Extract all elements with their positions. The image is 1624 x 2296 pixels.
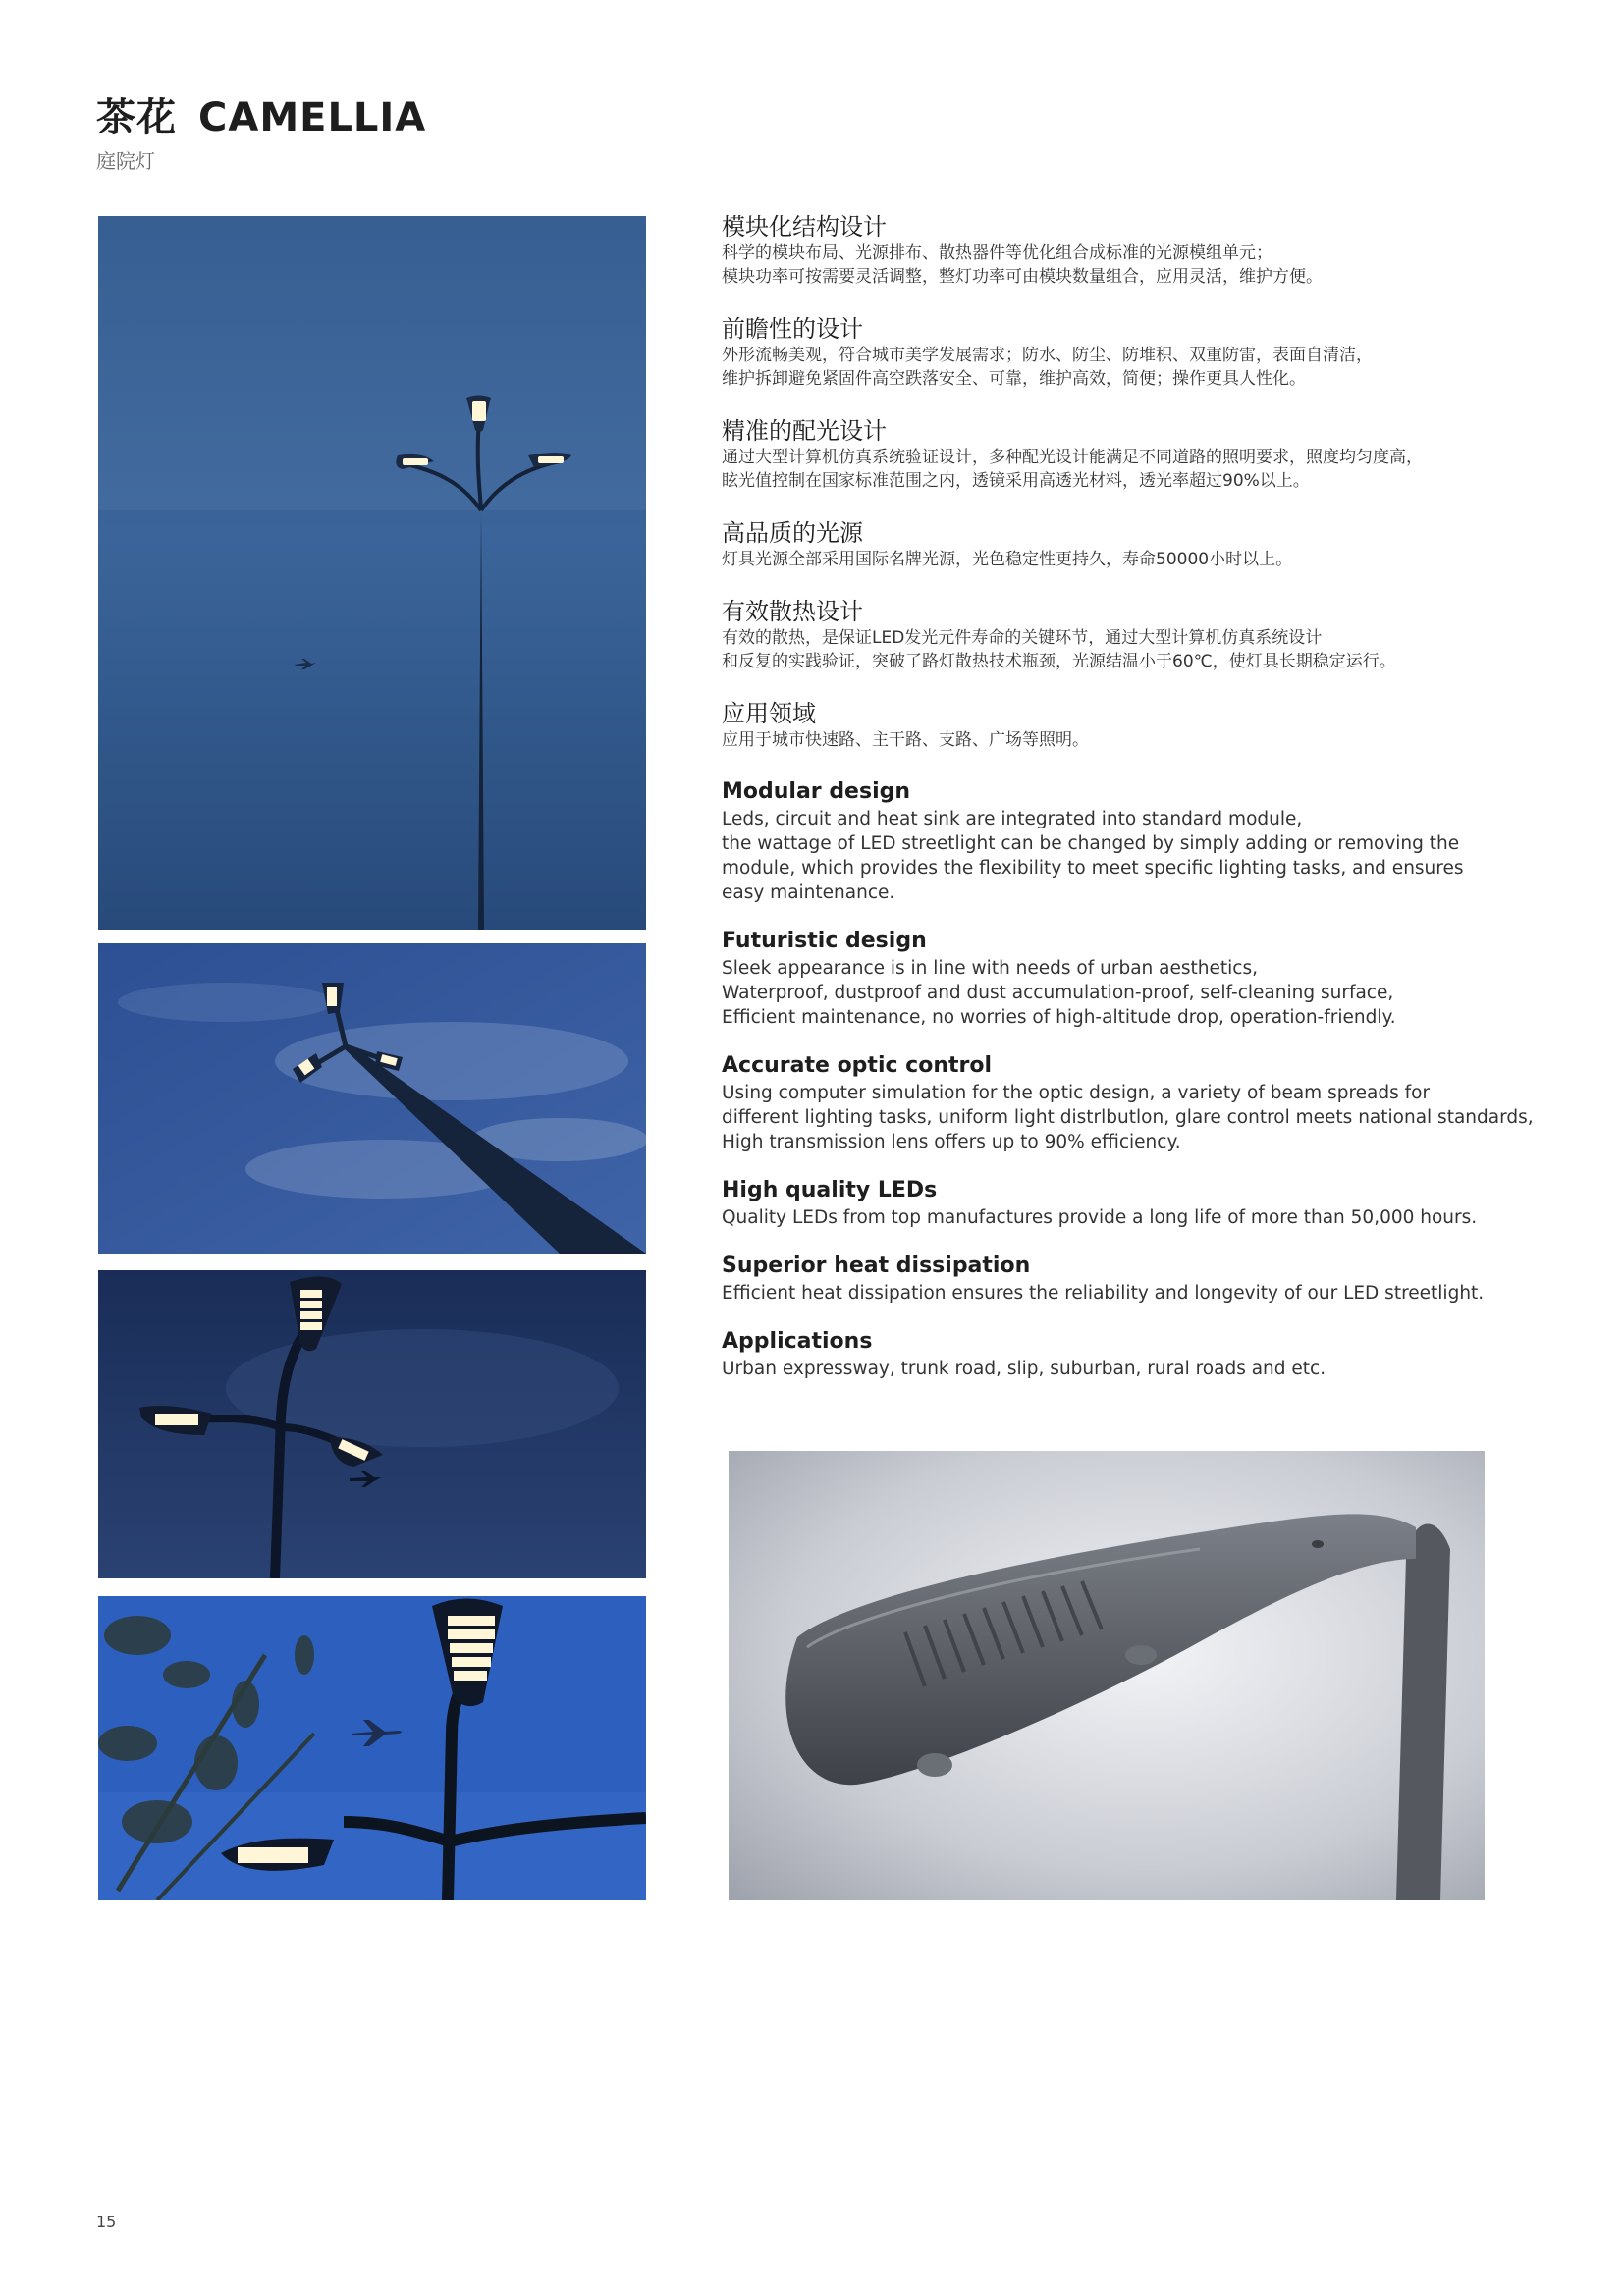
page-number: 15 — [96, 2213, 117, 2231]
en-line: different lighting tasks, uniform light distrlbutlon, glare control meets national standards, — [722, 1107, 1534, 1128]
en-section-modular — [722, 777, 1586, 905]
en-line: Urban expressway, trunk road, slip, suburban, rural roads and etc. — [722, 1359, 1326, 1379]
zh-section-optic — [722, 416, 1586, 493]
en-line: High transmission lens offers up to 90% efficiency. — [722, 1132, 1181, 1152]
zh-section-light-source — [722, 518, 1586, 571]
en-heading: Modular design — [722, 779, 911, 804]
en-line: Using computer simulation for the optic design, a variety of beam spreads for — [722, 1083, 1431, 1103]
en-line: Efficient maintenance, no worries of high-altitude drop, operation-friendly. — [722, 1007, 1396, 1028]
zh-heading: 有效散热设计 — [722, 598, 863, 625]
photo-lamp-from-below — [98, 943, 646, 1254]
title-english: CAMELLIA — [198, 95, 427, 140]
zh-section-modular — [722, 212, 1586, 289]
en-line: easy maintenance. — [722, 882, 895, 903]
zh-line: 科学的模块布局、光源排布、散热器件等优化组合成标准的光源模组单元； — [722, 243, 1272, 263]
en-heading: High quality LEDs — [722, 1178, 938, 1202]
en-section-applications — [722, 1327, 1586, 1381]
zh-line: 和反复的实践验证，突破了路灯散热技术瓶颈，光源结温小于60℃，使灯具长期稳定运行。 — [722, 652, 1396, 671]
zh-heading: 精准的配光设计 — [722, 417, 887, 445]
zh-line: 维护拆卸避免紧固件高空跌落安全、可靠，维护高效，简便；操作更具人性化。 — [722, 369, 1306, 389]
en-line: Quality LEDs from top manufactures provide a long life of more than 50,000 hours. — [722, 1207, 1478, 1228]
zh-line: 灯具光源全部采用国际名牌光源，光色稳定性更持久，寿命50000小时以上。 — [722, 550, 1293, 569]
zh-line: 有效的散热，是保证LED发光元件寿命的关键环节，通过大型计算机仿真系统设计 — [722, 628, 1323, 648]
page-subtitle: 庭院灯 — [96, 149, 155, 173]
zh-heading: 前瞻性的设计 — [722, 315, 863, 343]
en-line: Waterproof, dustproof and dust accumulation-proof, self-cleaning surface, — [722, 983, 1394, 1003]
en-line: Sleek appearance is in line with needs of urban aesthetics, — [722, 958, 1258, 979]
photo-lamp-night-plane — [98, 1270, 646, 1578]
title-chinese: 茶花 — [96, 95, 177, 140]
zh-line: 应用于城市快速路、主干路、支路、广场等照明。 — [722, 730, 1089, 750]
en-line: the wattage of LED streetlight can be changed by simply adding or removing the — [722, 833, 1460, 854]
en-section-optic — [722, 1051, 1586, 1154]
zh-line: 外形流畅美观，符合城市美学发展需求；防水、防尘、防堆积、双重防雷，表面自清洁， — [722, 346, 1373, 365]
feature-text-column — [722, 212, 1586, 1403]
en-heading: Futuristic design — [722, 929, 927, 953]
zh-line: 眩光值控制在国家标准范围之内，透镜采用高透光材料，透光率超过90%以上。 — [722, 471, 1310, 491]
en-line: module, which provides the flexibility to meet specific lighting tasks, and ensures — [722, 858, 1464, 879]
en-heading: Superior heat dissipation — [722, 1254, 1031, 1278]
zh-section-applications — [722, 699, 1586, 752]
zh-line: 模块功率可按需要灵活调整，整灯功率可由模块数量组合，应用灵活，维护方便。 — [722, 267, 1323, 287]
photo-lamp-blue-sky-close — [98, 1596, 646, 1900]
zh-heading: 应用领域 — [722, 700, 816, 727]
photo-street-lamp-dusk — [98, 216, 646, 930]
zh-heading: 模块化结构设计 — [722, 213, 887, 240]
en-section-futuristic — [722, 927, 1586, 1030]
en-heading: Accurate optic control — [722, 1053, 993, 1078]
zh-heading: 高品质的光源 — [722, 519, 863, 547]
zh-section-heat — [722, 597, 1586, 673]
en-line: Leds, circuit and heat sink are integrated into standard module, — [722, 809, 1303, 829]
zh-section-futuristic — [722, 314, 1586, 391]
zh-line: 通过大型计算机仿真系统验证设计，多种配光设计能满足不同道路的照明要求，照度均匀度高， — [722, 448, 1423, 467]
en-heading: Applications — [722, 1329, 873, 1354]
en-section-leds — [722, 1176, 1586, 1230]
photo-luminaire-render — [729, 1451, 1485, 1900]
en-line: Efficient heat dissipation ensures the reliability and longevity of our LED streetlight. — [722, 1283, 1485, 1304]
page-title — [96, 86, 426, 142]
en-section-heat — [722, 1252, 1586, 1306]
